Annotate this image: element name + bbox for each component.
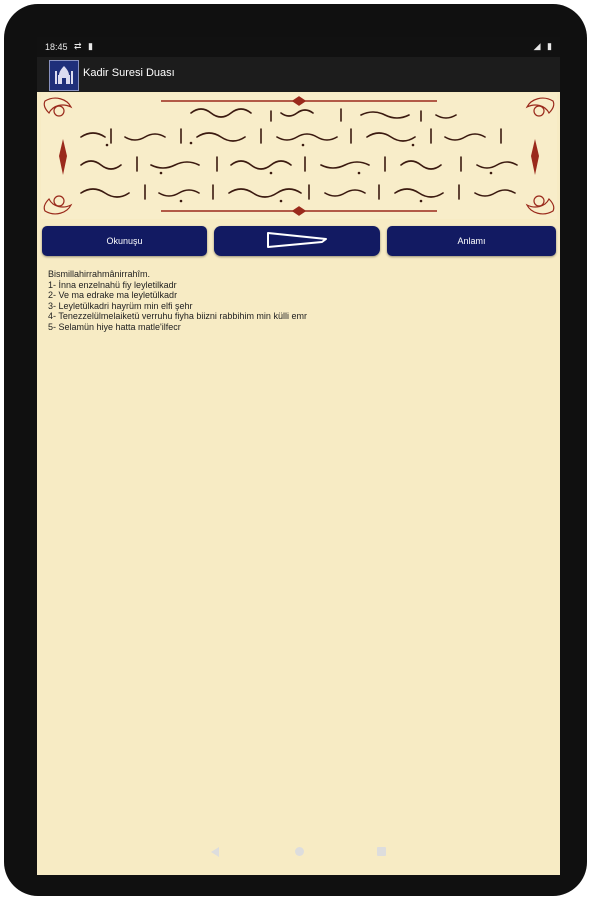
okunusu-button[interactable]: Okunuşu	[42, 226, 207, 256]
screen	[37, 37, 560, 875]
text-line: Bismillahirrahmânirrahîm.	[48, 269, 151, 279]
notification-icons: ⇄ ▮	[74, 41, 95, 51]
text-line: 2- Ve ma edrake ma leyletülkadr	[48, 290, 178, 300]
home-icon[interactable]	[295, 847, 304, 856]
status-bar	[37, 37, 560, 57]
anlami-button[interactable]: Anlamı	[387, 226, 556, 256]
play-button[interactable]	[214, 226, 380, 256]
app-bar	[37, 57, 560, 92]
app-title: Kadir Suresi Duası	[83, 67, 175, 79]
transliteration-text	[48, 269, 548, 332]
calligraphy-panel	[41, 93, 557, 219]
tablet-frame	[4, 4, 587, 896]
recents-icon[interactable]	[377, 847, 386, 856]
play-shape-icon	[262, 230, 332, 252]
text-line: 5- Selamün hiye hatta matle'ilfecr	[48, 321, 181, 332]
signal-battery-icons: ◢ ▮	[533, 41, 554, 51]
text-line: 4- Tenezzelülmelaiketü verruhu fiyha biizni rabbihim min külli emr	[48, 311, 307, 321]
status-time: 18:45	[45, 42, 68, 52]
text-line: 1- İnna enzelnahü fiy leyletilkadr	[48, 279, 177, 290]
text-line: 3- Leyletülkadri hayrüm min elfi şehr	[48, 300, 193, 311]
back-icon[interactable]	[211, 847, 219, 857]
mosque-logo-icon	[49, 60, 79, 91]
